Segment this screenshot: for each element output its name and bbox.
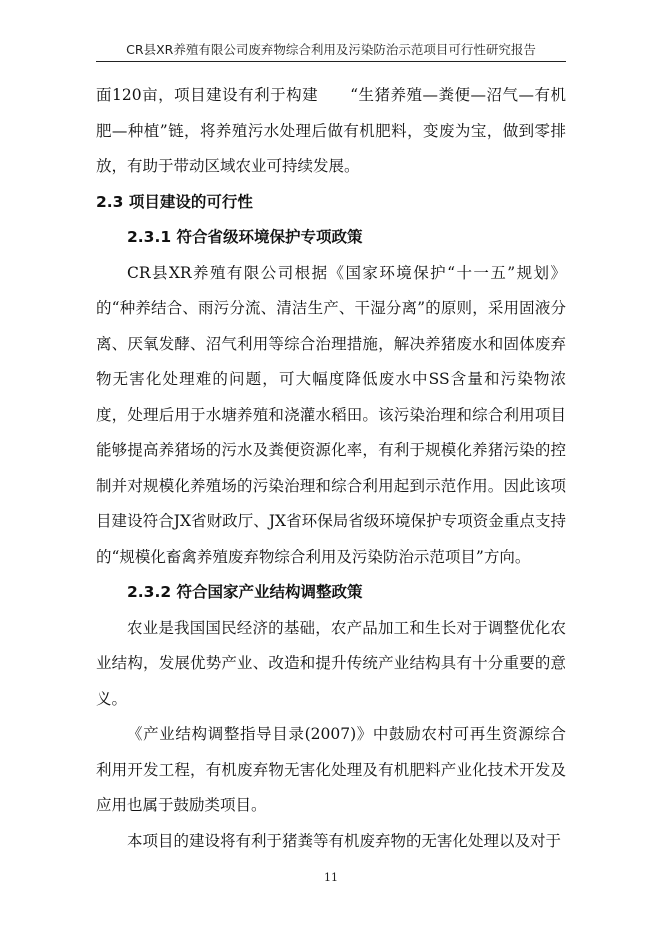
paragraph-agriculture-basis: 农业是我国国民经济的基础，农产品加工和生长对于调整优化农业结构，发展优势产业、改造和提升传统产业结构具有十分重要的意义。 [96, 618, 566, 708]
paragraph-project-benefit: 本项目的建设将有利于猪粪等有机废弃物的无害化处理以及对于 [127, 831, 562, 850]
section-heading-2-3: 2.3 项目建设的可行性 [96, 192, 253, 211]
paragraph-continuation: 面120亩，项目建设有利于构建 “生猪养殖—粪便—沼气—有机肥—种植”链，将养殖污水处理后做有机肥料，变废为宝，做到零排放，有助于带动区域农业可持续发展。 [96, 86, 566, 175]
paragraph-industry-catalog: 《产业结构调整指导目录(2007)》中鼓励农村可再生资源综合利用开发工程，有机废弃物无害化处理及有机肥料产业化技术开发及应用也属于鼓励类项目。 [96, 725, 566, 814]
subsection-heading-2-3-1: 2.3.1 符合省级环境保护专项政策 [127, 228, 363, 246]
page-number: 11 [324, 871, 338, 884]
paragraph-provincial-policy: CR县XR养殖有限公司根据《国家环境保护“十一五”规划》的“种养结合、雨污分流、清洁生产、干湿分离”的原则，采用固液分离、厌氧发酵、沼气利用等综合治理措施，解决养猪废水和固体废弃物无害化处理难的问题，可大幅度降低废水中SS含量和污染物浓度，处理后用于水塘养殖和浇灌水稻田。该污染治理和综合利用项目能够提高养猪场的污水及粪便资源化率，有利于规模化养猪污染的控制并对规模化养殖场的污染治理和综合利用起到示范作用。因此该项目建设符合JX省财政厅、JX省环保局省级环境保护专项资金重点支持的“规模化畜禽养殖废弃物综合利用及污染防治示范项目”方向。 [96, 263, 566, 566]
subsection-heading-2-3-2: 2.3.2 符合国家产业结构调整政策 [127, 583, 363, 601]
running-header: CR县XR养殖有限公司废弃物综合利用及污染防治示范项目可行性研究报告 [96, 40, 566, 62]
page-body [96, 78, 566, 859]
